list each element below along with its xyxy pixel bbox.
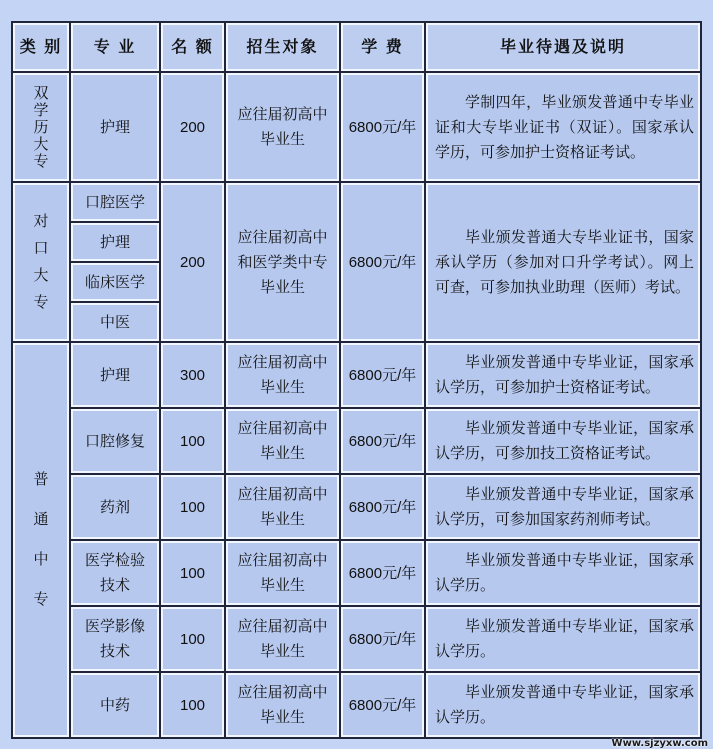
quota-cell: 200 [160,182,225,342]
target-label: 应往届初高中毕业生 [237,420,328,462]
target-label: 应往届初高中毕业生 [237,354,328,396]
table-row [12,606,701,672]
table-row [12,474,701,540]
target-cell [225,672,340,738]
major-label: 医学检验技术 [84,552,145,594]
table-row [12,72,701,182]
table-row [12,182,701,222]
major-cell [70,302,160,342]
description-text: 毕业颁发普通中专毕业证，国家承认学历，可参加技工资格证考试。 [435,420,694,462]
table-row [12,408,701,474]
watermark: Www.sjzyxw.com [611,738,708,749]
category-label: 普通中专 [33,471,49,608]
description-cell [425,606,701,672]
table-row [12,342,701,408]
target-cell [225,606,340,672]
program-table [11,21,702,739]
header-target: 招生对象 [225,22,340,72]
target-label: 应往届初高中毕业生 [237,684,328,726]
target-cell [225,72,340,182]
major-cell [70,342,160,408]
category-cell [12,72,70,182]
fee-cell: 6800元/年 [340,474,425,540]
fee-cell: 6800元/年 [340,540,425,606]
major-cell [70,474,160,540]
description-cell [425,474,701,540]
header-description: 毕业待遇及说明 [425,22,701,72]
target-label: 应往届初高中毕业生 [237,618,328,660]
major-cell [70,262,160,302]
fee-cell: 6800元/年 [340,606,425,672]
description-text: 毕业颁发普通中专毕业证，国家承认学历。 [435,552,694,594]
quota-cell: 300 [160,342,225,408]
header-row [12,22,701,72]
quota-cell: 100 [160,540,225,606]
quota-cell: 100 [160,672,225,738]
quota-cell: 100 [160,408,225,474]
description-text: 毕业颁发普通大专毕业证书，国家承认学历（参加对口升学考试）。网上可查，可参加执业助理（医师）考试。 [435,228,694,296]
description-cell [425,540,701,606]
major-label: 临床医学 [84,273,145,291]
target-label: 应往届初高中和医学类中专毕业生 [237,228,328,296]
target-cell [225,408,340,474]
fee-cell: 6800元/年 [340,672,425,738]
header-fee: 学 费 [340,22,425,72]
description-text: 毕业颁发普通中专毕业证，国家承认学历，可参加国家药剂师考试。 [435,486,694,528]
target-cell [225,342,340,408]
description-text: 学制四年，毕业颁发普通中专毕业证和大专毕业证书（双证）。国家承认学历，可参加护士资格证考试。 [435,93,694,161]
fee-cell: 6800元/年 [340,342,425,408]
fee-cell: 6800元/年 [340,182,425,342]
description-cell [425,182,701,342]
major-label: 护理 [99,233,130,251]
target-cell [225,474,340,540]
description-cell [425,72,701,182]
major-cell [70,672,160,738]
header-quota: 名 额 [160,22,225,72]
description-cell [425,672,701,738]
major-cell [70,606,160,672]
table-row [12,672,701,738]
target-label: 应往届初高中毕业生 [237,552,328,594]
major-label: 中医 [99,313,130,331]
major-cell [70,222,160,262]
quota-cell: 100 [160,606,225,672]
target-cell [225,182,340,342]
major-label: 护理 [99,118,130,136]
major-cell [70,540,160,606]
header-category: 类 别 [12,22,70,72]
major-label: 医学影像技术 [84,618,145,660]
description-cell [425,342,701,408]
major-cell [70,72,160,182]
quota-cell: 100 [160,474,225,540]
description-text: 毕业颁发普通中专毕业证，国家承认学历。 [435,618,694,660]
major-label: 药剂 [99,498,130,516]
description-text: 毕业颁发普通中专毕业证，国家承认学历。 [435,684,694,726]
fee-cell: 6800元/年 [340,408,425,474]
category-cell [12,342,70,738]
description-cell [425,408,701,474]
category-cell [12,182,70,342]
target-label: 应往届初高中毕业生 [237,486,328,528]
major-label: 口腔修复 [84,432,145,450]
description-text: 毕业颁发普通中专毕业证，国家承认学历，可参加护士资格证考试。 [435,354,694,396]
major-cell [70,408,160,474]
category-label: 对口大专 [33,213,49,311]
fee-cell: 6800元/年 [340,72,425,182]
major-label: 口腔医学 [84,193,145,211]
table-row [12,540,701,606]
target-label: 应往届初高中毕业生 [237,106,328,148]
quota-cell: 200 [160,72,225,182]
major-cell [70,182,160,222]
header-major: 专 业 [70,22,160,72]
category-label: 双学历大专 [33,84,49,170]
target-cell [225,540,340,606]
major-label: 中药 [99,696,130,714]
major-label: 护理 [99,366,130,384]
